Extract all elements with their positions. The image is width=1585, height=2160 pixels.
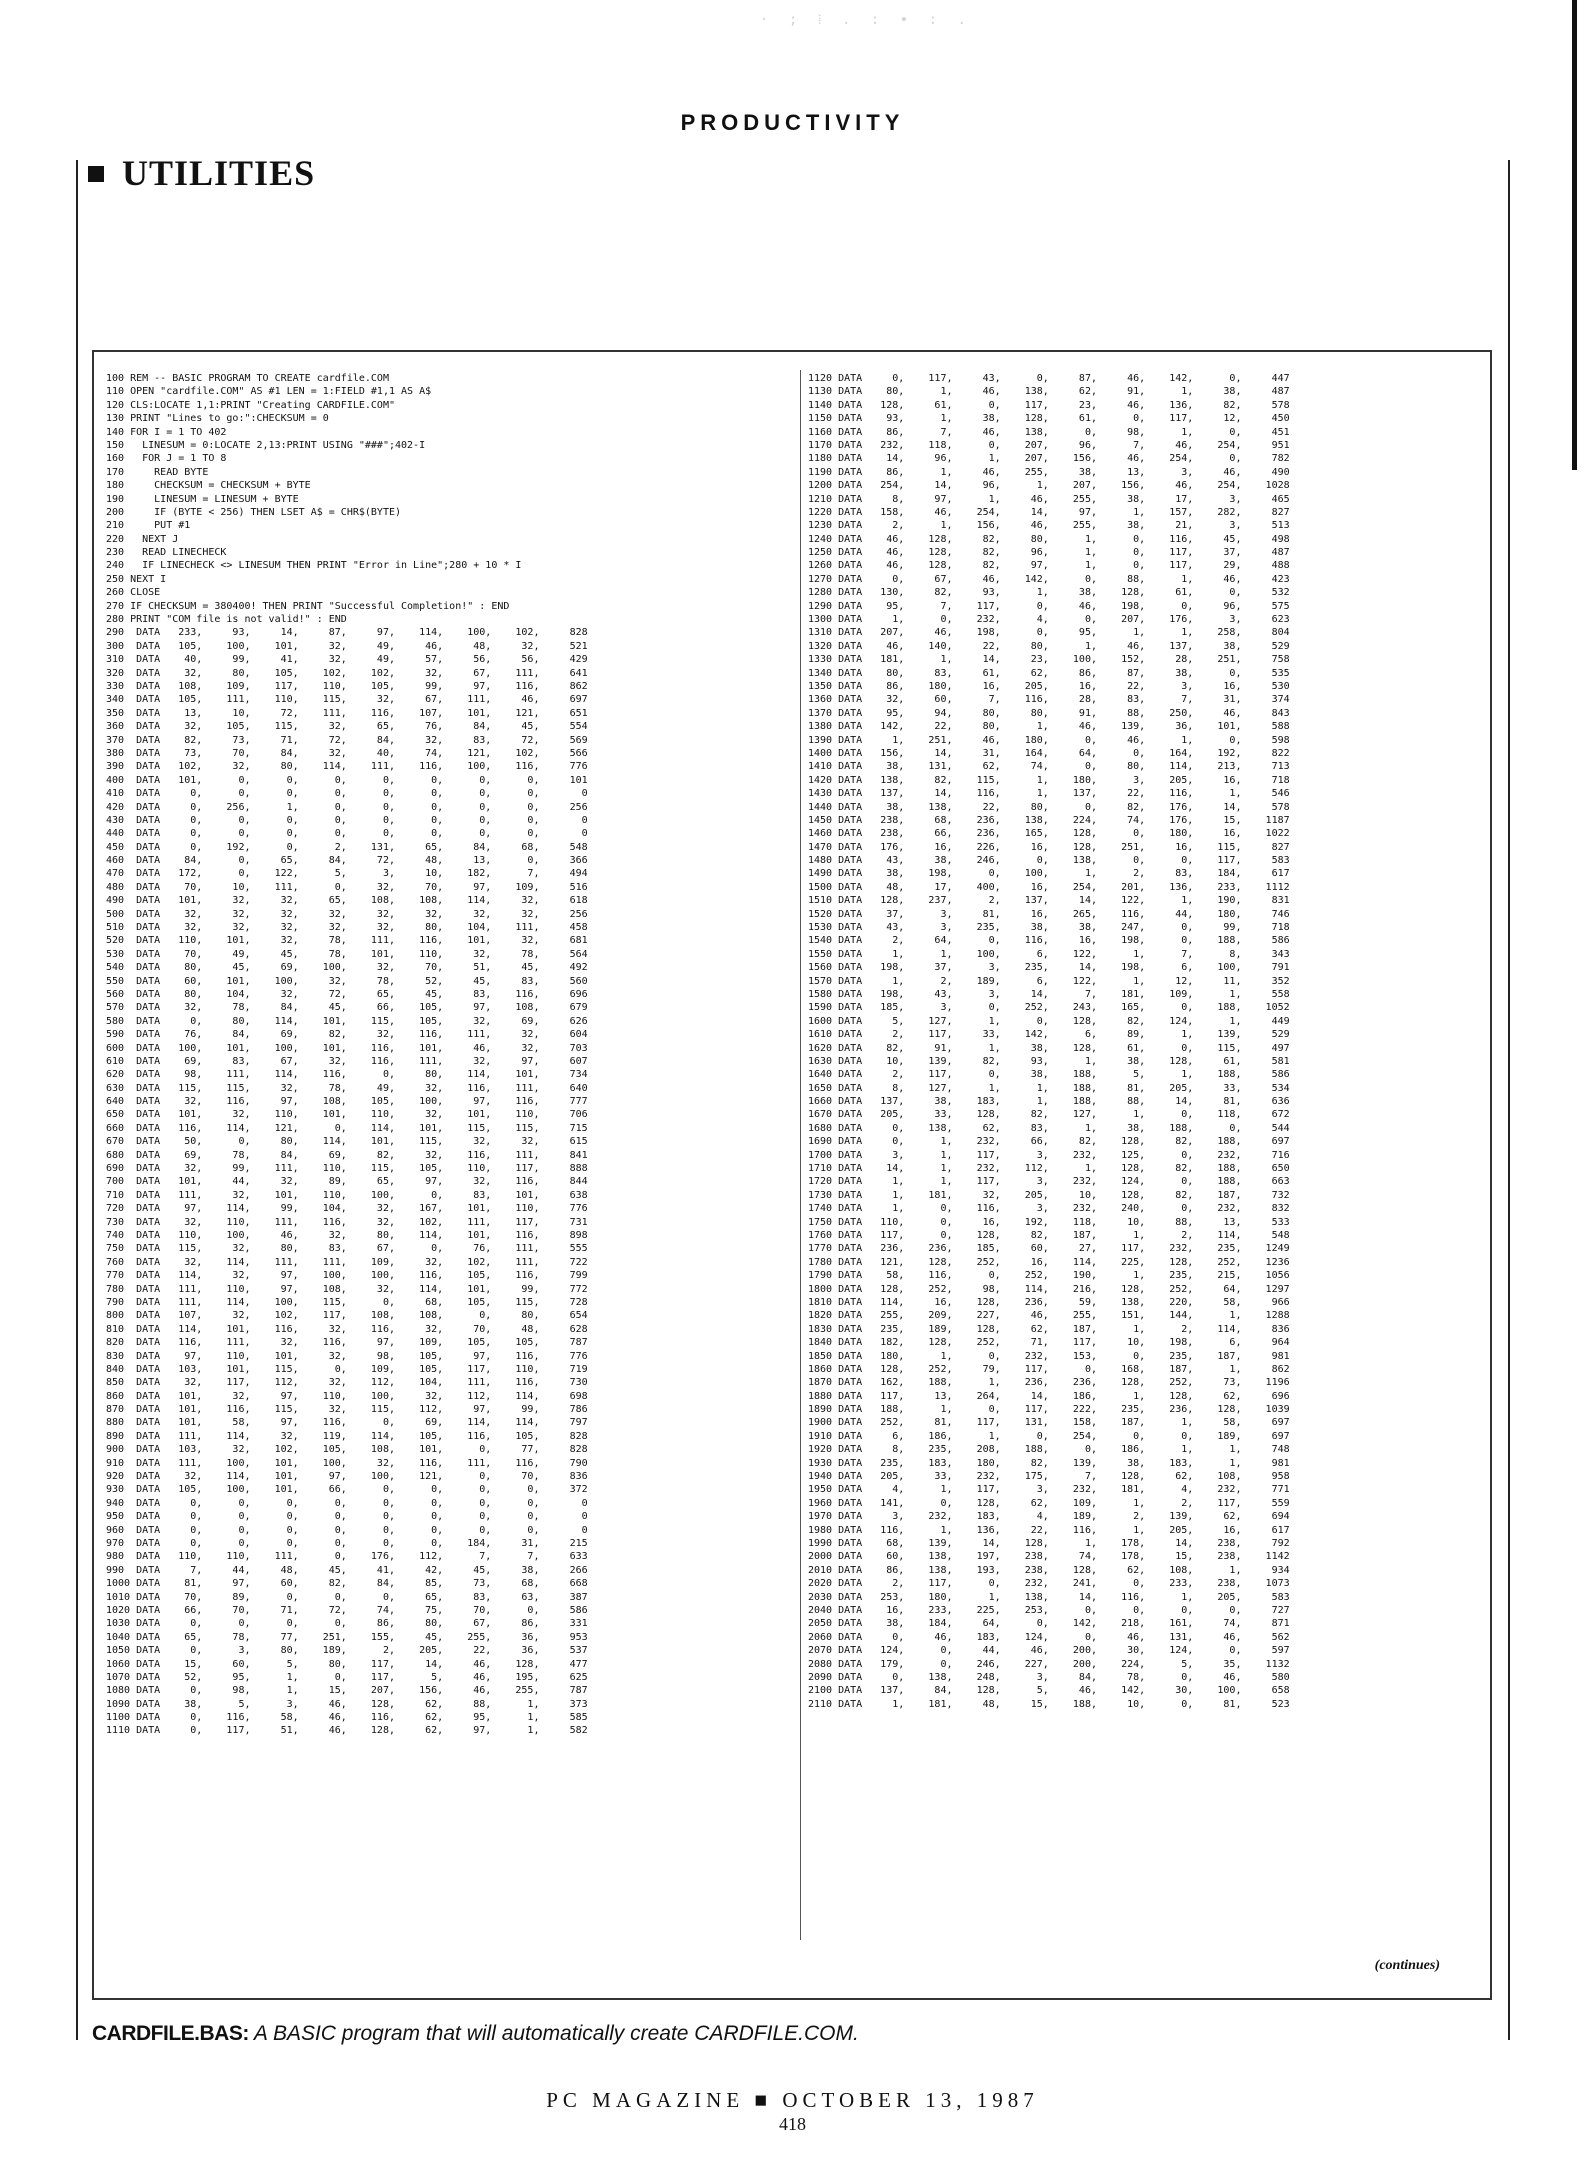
data-line: 710 DATA 111, 32, 101, 110, 100, 0, 83, 101, 638 (106, 1189, 588, 1201)
data-line: 340 DATA 105, 111, 110, 115, 32, 67, 111, 46, 697 (106, 694, 588, 706)
data-line: 420 DATA 0, 256, 1, 0, 0, 0, 0, 0, 256 (106, 801, 588, 813)
caption-text: A BASIC program that will automatically create CARDFILE.COM. (253, 2022, 859, 2045)
data-line: 600 DATA 100, 101, 100, 101, 116, 101, 46, 32, 703 (106, 1042, 588, 1054)
data-line: 1910 DATA 6, 186, 1, 0, 254, 0, 0, 189, 697 (808, 1430, 1290, 1442)
data-line: 1940 DATA 205, 33, 232, 175, 7, 128, 62, 108, 958 (808, 1471, 1290, 1483)
data-line: 620 DATA 98, 111, 114, 116, 0, 80, 114, 101, 734 (106, 1069, 588, 1081)
data-line: 1950 DATA 4, 1, 117, 3, 232, 181, 4, 232, 771 (808, 1484, 1290, 1496)
data-line: 1140 DATA 128, 61, 0, 117, 23, 46, 136, 82, 578 (808, 399, 1290, 411)
data-line: 2110 DATA 1, 181, 48, 15, 188, 10, 0, 81, 523 (808, 1698, 1290, 1710)
data-line: 1920 DATA 8, 235, 208, 188, 0, 186, 1, 1, 748 (808, 1444, 1290, 1456)
data-line: 1250 DATA 46, 128, 82, 96, 1, 0, 117, 37, 487 (808, 547, 1290, 559)
data-line: 1860 DATA 128, 252, 79, 117, 0, 168, 187, 1, 862 (808, 1363, 1290, 1375)
code-line: 240 IF LINECHECK <> LINESUM THEN PRINT "Error in Line";280 + 10 * I (106, 560, 522, 572)
data-line: 1550 DATA 1, 1, 100, 6, 122, 1, 7, 8, 343 (808, 948, 1290, 960)
column-divider (800, 370, 801, 1940)
data-line: 1190 DATA 86, 1, 46, 255, 38, 13, 3, 46, 490 (808, 466, 1290, 478)
data-line: 1490 DATA 38, 198, 0, 100, 1, 2, 83, 184, 617 (808, 868, 1290, 880)
data-line: 1040 DATA 65, 78, 77, 251, 155, 45, 255, 36, 953 (106, 1631, 588, 1643)
data-line: 680 DATA 69, 78, 84, 69, 82, 32, 116, 111, 841 (106, 1149, 588, 1161)
data-line: 780 DATA 111, 110, 97, 108, 32, 114, 101, 99, 772 (106, 1283, 588, 1295)
data-line: 1760 DATA 117, 0, 128, 82, 187, 1, 2, 114, 548 (808, 1230, 1290, 1241)
code-line: 230 READ LINECHECK (106, 547, 227, 559)
caption-label: CARDFILE.BAS: (92, 2022, 249, 2045)
data-line: 2040 DATA 16, 233, 225, 253, 0, 0, 0, 0, 727 (808, 1604, 1290, 1616)
data-line: 830 DATA 97, 110, 101, 32, 98, 105, 97, 116, 776 (106, 1350, 588, 1362)
data-line: 410 DATA 0, 0, 0, 0, 0, 0, 0, 0, 0 (106, 788, 588, 800)
section-title (88, 152, 315, 194)
code-line: 220 NEXT J (106, 533, 179, 545)
data-line: 370 DATA 82, 73, 71, 72, 84, 32, 83, 72, 569 (106, 734, 588, 746)
data-line: 660 DATA 116, 114, 121, 0, 114, 101, 115, 115, 715 (106, 1122, 588, 1134)
data-line: 1580 DATA 198, 43, 3, 14, 7, 181, 109, 1, 558 (808, 988, 1290, 1000)
data-line: 990 DATA 7, 44, 48, 45, 41, 42, 45, 38, 266 (106, 1564, 588, 1576)
code-line: 210 PUT #1 (106, 520, 191, 532)
data-line: 510 DATA 32, 32, 32, 32, 32, 80, 104, 111, 458 (106, 922, 588, 934)
data-line: 740 DATA 110, 100, 46, 32, 80, 114, 101, 116, 898 (106, 1230, 588, 1241)
data-line: 470 DATA 172, 0, 122, 5, 3, 10, 182, 7, 494 (106, 868, 588, 880)
data-line: 1260 DATA 46, 128, 82, 97, 1, 0, 117, 29, 488 (808, 560, 1290, 572)
code-line: 120 CLS:LOCATE 1,1:PRINT "Creating CARDFILE.COM" (106, 399, 395, 411)
code-line: 110 OPEN "cardfile.COM" AS #1 LEN = 1:FIELD #1,1 AS A$ (106, 386, 432, 398)
data-line: 2030 DATA 253, 180, 1, 138, 14, 116, 1, 205, 583 (808, 1591, 1290, 1603)
data-line: 1450 DATA 238, 68, 236, 138, 224, 74, 176, 15, 1187 (808, 814, 1290, 826)
data-line: 1650 DATA 8, 127, 1, 1, 188, 81, 205, 33, 534 (808, 1082, 1290, 1094)
data-line: 1230 DATA 2, 1, 156, 46, 255, 38, 21, 3, 513 (808, 520, 1290, 532)
data-line: 1730 DATA 1, 181, 32, 205, 10, 128, 82, 187, 732 (808, 1189, 1290, 1201)
data-line: 880 DATA 101, 58, 97, 116, 0, 69, 114, 114, 797 (106, 1417, 588, 1429)
code-line: 260 CLOSE (106, 587, 161, 599)
data-line: 1810 DATA 114, 16, 128, 236, 59, 138, 220, 58, 966 (808, 1296, 1290, 1308)
data-line: 460 DATA 84, 0, 65, 84, 72, 48, 13, 0, 366 (106, 855, 588, 867)
code-line: 250 NEXT I (106, 573, 167, 585)
data-line: 1130 DATA 80, 1, 46, 138, 62, 91, 1, 38, 487 (808, 386, 1290, 398)
data-line: 530 DATA 70, 49, 45, 78, 101, 110, 32, 78, 564 (106, 948, 588, 960)
data-line: 1900 DATA 252, 81, 117, 131, 158, 187, 1, 58, 697 (808, 1417, 1290, 1429)
data-line: 1170 DATA 232, 118, 0, 207, 96, 7, 46, 254, 951 (808, 439, 1290, 451)
data-line: 1980 DATA 116, 1, 136, 22, 116, 1, 205, 16, 617 (808, 1524, 1290, 1536)
data-line: 730 DATA 32, 110, 111, 116, 32, 102, 111, 117, 731 (106, 1216, 588, 1228)
data-line: 960 DATA 0, 0, 0, 0, 0, 0, 0, 0, 0 (106, 1524, 588, 1536)
data-line: 440 DATA 0, 0, 0, 0, 0, 0, 0, 0, 0 (106, 828, 588, 840)
data-line: 930 DATA 105, 100, 101, 66, 0, 0, 0, 0, 372 (106, 1484, 588, 1496)
data-line: 1150 DATA 93, 1, 38, 128, 61, 0, 117, 12, 450 (808, 413, 1290, 425)
left-rule (76, 160, 78, 2040)
data-line: 1210 DATA 8, 97, 1, 46, 255, 38, 17, 3, 465 (808, 493, 1290, 505)
data-line: 1180 DATA 14, 96, 1, 207, 156, 46, 254, 0, 782 (808, 453, 1290, 465)
data-line: 2060 DATA 0, 46, 183, 124, 0, 46, 131, 46, 562 (808, 1631, 1290, 1643)
code-line: 270 IF CHECKSUM = 380400! THEN PRINT "Successful Completion!" : END (106, 600, 510, 612)
data-line: 380 DATA 73, 70, 84, 32, 40, 74, 121, 102, 566 (106, 747, 588, 759)
data-line: 1620 DATA 82, 91, 1, 38, 128, 61, 0, 115, 497 (808, 1042, 1290, 1054)
data-line: 290 DATA 233, 93, 14, 87, 97, 114, 100, 102, 828 (106, 627, 588, 639)
data-line: 2080 DATA 179, 0, 246, 227, 200, 224, 5, 35, 1132 (808, 1658, 1290, 1670)
data-line: 450 DATA 0, 192, 0, 2, 131, 65, 84, 68, 548 (106, 841, 588, 853)
data-line: 910 DATA 111, 100, 101, 100, 32, 116, 111, 116, 790 (106, 1457, 588, 1469)
data-line: 840 DATA 103, 101, 115, 0, 109, 105, 117, 110, 719 (106, 1363, 588, 1375)
data-line: 890 DATA 111, 114, 32, 119, 114, 105, 116, 105, 828 (106, 1430, 588, 1442)
scan-noise: · ; ⁞ . : ∙ : . (760, 12, 972, 28)
data-line: 1530 DATA 43, 3, 235, 38, 38, 247, 0, 99, 718 (808, 922, 1290, 934)
data-line: 1120 DATA 0, 117, 43, 0, 87, 46, 142, 0, 447 (808, 373, 1290, 384)
data-line: 1850 DATA 180, 1, 0, 232, 153, 0, 235, 187, 981 (808, 1350, 1290, 1362)
data-line: 2100 DATA 137, 84, 128, 5, 46, 142, 30, 100, 658 (808, 1685, 1290, 1697)
data-line: 1380 DATA 142, 22, 80, 1, 46, 139, 36, 101, 588 (808, 721, 1290, 733)
data-line: 1890 DATA 188, 1, 0, 117, 222, 235, 236, 128, 1039 (808, 1404, 1290, 1416)
data-line: 1390 DATA 1, 251, 46, 180, 0, 46, 1, 0, 598 (808, 734, 1290, 746)
data-line: 670 DATA 50, 0, 80, 114, 101, 115, 32, 32, 615 (106, 1136, 588, 1148)
data-line: 580 DATA 0, 80, 114, 101, 115, 105, 32, 69, 626 (106, 1015, 588, 1027)
data-line: 560 DATA 80, 104, 32, 72, 65, 45, 83, 116, 696 (106, 988, 588, 1000)
data-line: 1110 DATA 0, 117, 51, 46, 128, 62, 97, 1, 582 (106, 1725, 588, 1737)
data-line: 1690 DATA 0, 1, 232, 66, 82, 128, 82, 188, 697 (808, 1136, 1290, 1148)
data-line: 1330 DATA 181, 1, 14, 23, 100, 152, 28, 251, 758 (808, 654, 1290, 666)
data-line: 1520 DATA 37, 3, 81, 16, 265, 116, 44, 180, 746 (808, 908, 1290, 920)
section-title-text: UTILITIES (122, 153, 316, 193)
data-line: 610 DATA 69, 83, 67, 32, 116, 111, 32, 97, 607 (106, 1055, 588, 1067)
data-line: 2010 DATA 86, 138, 193, 238, 128, 62, 108, 1, 934 (808, 1564, 1290, 1576)
data-line: 1710 DATA 14, 1, 232, 112, 1, 128, 82, 188, 650 (808, 1163, 1290, 1175)
code-line: 280 PRINT "COM file is not valid!" : END (106, 614, 347, 626)
data-line: 2050 DATA 38, 184, 64, 0, 142, 218, 161, 74, 871 (808, 1618, 1290, 1630)
data-line: 1780 DATA 121, 128, 252, 16, 114, 225, 128, 252, 1236 (808, 1256, 1290, 1268)
data-line: 1050 DATA 0, 3, 80, 189, 2, 205, 22, 36, 537 (106, 1645, 588, 1657)
data-line: 2070 DATA 124, 0, 44, 46, 200, 30, 124, 0, 597 (808, 1645, 1290, 1657)
data-line: 1410 DATA 38, 131, 62, 74, 0, 80, 114, 213, 713 (808, 761, 1290, 773)
data-line: 1220 DATA 158, 46, 254, 14, 97, 1, 157, 282, 827 (808, 506, 1290, 518)
program-listing (92, 350, 1492, 2000)
data-line: 650 DATA 101, 32, 110, 101, 110, 32, 101, 110, 706 (106, 1109, 588, 1121)
data-line: 1990 DATA 68, 139, 14, 128, 1, 178, 14, 238, 792 (808, 1537, 1290, 1549)
data-line: 1030 DATA 0, 0, 0, 0, 86, 80, 67, 86, 331 (106, 1618, 588, 1630)
data-line: 900 DATA 103, 32, 102, 105, 108, 101, 0, 77, 828 (106, 1444, 588, 1456)
data-line: 760 DATA 32, 114, 111, 111, 109, 32, 102, 111, 722 (106, 1256, 588, 1268)
data-line: 590 DATA 76, 84, 69, 82, 32, 116, 111, 32, 604 (106, 1029, 588, 1041)
data-line: 360 DATA 32, 105, 115, 32, 65, 76, 84, 45, 554 (106, 721, 588, 733)
data-line: 1090 DATA 38, 5, 3, 46, 128, 62, 88, 1, 373 (106, 1698, 588, 1710)
data-line: 640 DATA 32, 116, 97, 108, 105, 100, 97, 116, 777 (106, 1096, 588, 1108)
code-line: 130 PRINT "Lines to go:":CHECKSUM = 0 (106, 413, 329, 425)
data-line: 1720 DATA 1, 1, 117, 3, 232, 124, 0, 188, 663 (808, 1176, 1290, 1188)
data-line: 430 DATA 0, 0, 0, 0, 0, 0, 0, 0, 0 (106, 814, 588, 826)
data-line: 350 DATA 13, 10, 72, 111, 116, 107, 101, 121, 651 (106, 707, 588, 719)
data-line: 1300 DATA 1, 0, 232, 4, 0, 207, 176, 3, 623 (808, 614, 1290, 626)
data-line: 1680 DATA 0, 138, 62, 83, 1, 38, 188, 0, 544 (808, 1122, 1290, 1134)
data-line: 690 DATA 32, 99, 111, 110, 115, 105, 110, 117, 888 (106, 1163, 588, 1175)
data-line: 570 DATA 32, 78, 84, 45, 66, 105, 97, 108, 679 (106, 1002, 588, 1014)
data-line: 550 DATA 60, 101, 100, 32, 78, 52, 45, 83, 560 (106, 975, 588, 987)
data-line: 700 DATA 101, 44, 32, 89, 65, 97, 32, 116, 844 (106, 1176, 588, 1188)
data-line: 1460 DATA 238, 66, 236, 165, 128, 0, 180, 16, 1022 (808, 828, 1290, 840)
data-line: 1880 DATA 117, 13, 264, 14, 186, 1, 128, 62, 696 (808, 1390, 1290, 1402)
data-line: 310 DATA 40, 99, 41, 32, 49, 57, 56, 56, 429 (106, 654, 588, 666)
data-line: 1790 DATA 58, 116, 0, 252, 190, 1, 235, 215, 1056 (808, 1270, 1290, 1282)
data-line: 810 DATA 114, 101, 116, 32, 116, 32, 70, 48, 628 (106, 1323, 588, 1335)
data-line: 1840 DATA 182, 128, 252, 71, 117, 10, 198, 6, 964 (808, 1337, 1290, 1349)
data-line: 500 DATA 32, 32, 32, 32, 32, 32, 32, 32, 256 (106, 908, 588, 920)
data-line: 1800 DATA 128, 252, 98, 114, 216, 128, 252, 64, 1297 (808, 1283, 1290, 1295)
data-line: 490 DATA 101, 32, 32, 65, 108, 108, 114, 32, 618 (106, 895, 588, 907)
data-line: 480 DATA 70, 10, 111, 0, 32, 70, 97, 109, 516 (106, 881, 588, 893)
data-line: 980 DATA 110, 110, 111, 0, 176, 112, 7, 7, 633 (106, 1551, 588, 1563)
data-line: 1360 DATA 32, 60, 7, 116, 28, 83, 7, 31, 374 (808, 694, 1290, 706)
data-line: 1010 DATA 70, 89, 0, 0, 0, 65, 83, 63, 387 (106, 1591, 588, 1603)
data-line: 1570 DATA 1, 2, 189, 6, 122, 1, 12, 11, 352 (808, 975, 1290, 987)
continues-label: (continues) (1374, 1958, 1440, 1973)
data-line: 2020 DATA 2, 117, 0, 232, 241, 0, 233, 238, 1073 (808, 1578, 1290, 1590)
page-footer: PC MAGAZINE ■ OCTOBER 13, 1987 (546, 2088, 1039, 2112)
data-line: 1970 DATA 3, 232, 183, 4, 189, 2, 139, 62, 694 (808, 1511, 1290, 1523)
data-line: 850 DATA 32, 117, 112, 32, 112, 104, 111, 116, 730 (106, 1377, 588, 1389)
data-line: 1640 DATA 2, 117, 0, 38, 188, 5, 1, 188, 586 (808, 1069, 1290, 1081)
page-header: PRODUCTIVITY (680, 110, 905, 135)
data-line: 1320 DATA 46, 140, 22, 80, 1, 46, 137, 38, 529 (808, 640, 1290, 652)
data-line: 1700 DATA 3, 1, 117, 3, 232, 125, 0, 232, 716 (808, 1149, 1290, 1161)
code-line: 150 LINESUM = 0:LOCATE 2,13:PRINT USING "###";402-I (106, 439, 426, 451)
data-line: 750 DATA 115, 32, 80, 83, 67, 0, 76, 111, 555 (106, 1243, 588, 1255)
data-line: 800 DATA 107, 32, 102, 117, 108, 108, 0, 80, 654 (106, 1310, 588, 1322)
data-line: 1480 DATA 43, 38, 246, 0, 138, 0, 0, 117, 583 (808, 855, 1290, 867)
data-line: 1930 DATA 235, 183, 180, 82, 139, 38, 183, 1, 981 (808, 1457, 1290, 1469)
data-line: 1100 DATA 0, 116, 58, 46, 116, 62, 95, 1, 585 (106, 1712, 588, 1724)
data-line: 1830 DATA 235, 189, 128, 62, 187, 1, 2, 114, 836 (808, 1323, 1290, 1335)
data-line: 1590 DATA 185, 3, 0, 252, 243, 165, 0, 188, 1052 (808, 1002, 1290, 1014)
data-line: 1610 DATA 2, 117, 33, 142, 6, 89, 1, 139, 529 (808, 1029, 1290, 1041)
data-line: 870 DATA 101, 116, 115, 32, 115, 112, 97, 99, 786 (106, 1404, 588, 1416)
data-line: 1420 DATA 138, 82, 115, 1, 180, 3, 205, 16, 718 (808, 774, 1290, 786)
code-line: 160 FOR J = 1 TO 8 (106, 453, 227, 465)
data-line: 1240 DATA 46, 128, 82, 80, 1, 0, 116, 45, 498 (808, 533, 1290, 545)
data-line: 1630 DATA 10, 139, 82, 93, 1, 38, 128, 61, 581 (808, 1055, 1290, 1067)
data-line: 1430 DATA 137, 14, 116, 1, 137, 22, 116, 1, 546 (808, 788, 1290, 800)
data-line: 1740 DATA 1, 0, 116, 3, 232, 240, 0, 232, 832 (808, 1203, 1290, 1215)
data-line: 1820 DATA 255, 209, 227, 46, 255, 151, 144, 1, 1288 (808, 1310, 1290, 1322)
data-line: 2000 DATA 60, 138, 197, 238, 74, 178, 15, 238, 1142 (808, 1551, 1290, 1563)
code-line: 170 READ BYTE (106, 466, 209, 478)
data-line: 1200 DATA 254, 14, 96, 1, 207, 156, 46, 254, 1028 (808, 480, 1290, 492)
data-line: 1350 DATA 86, 180, 16, 205, 16, 22, 3, 16, 530 (808, 680, 1290, 692)
data-line: 790 DATA 111, 114, 100, 115, 0, 68, 105, 115, 728 (106, 1296, 588, 1308)
code-line: 140 FOR I = 1 TO 402 (106, 426, 227, 438)
data-line: 1960 DATA 141, 0, 128, 62, 109, 1, 2, 117, 559 (808, 1497, 1290, 1509)
right-rule (1508, 160, 1510, 2040)
data-line: 970 DATA 0, 0, 0, 0, 0, 0, 184, 31, 215 (106, 1537, 588, 1549)
code-line: 100 REM -- BASIC PROGRAM TO CREATE cardfile.COM (106, 373, 389, 384)
data-line: 320 DATA 32, 80, 105, 102, 102, 32, 67, 111, 641 (106, 667, 588, 679)
data-line: 1270 DATA 0, 67, 46, 142, 0, 88, 1, 46, 423 (808, 573, 1290, 585)
binder-edge (1572, 0, 1577, 470)
data-line: 1400 DATA 156, 14, 31, 164, 64, 0, 164, 192, 822 (808, 747, 1290, 759)
data-line: 520 DATA 110, 101, 32, 78, 111, 116, 101, 32, 681 (106, 935, 588, 947)
data-line: 1340 DATA 80, 83, 61, 62, 86, 87, 38, 0, 535 (808, 667, 1290, 679)
data-line: 300 DATA 105, 100, 101, 32, 49, 46, 48, 32, 521 (106, 640, 588, 652)
data-line: 1440 DATA 38, 138, 22, 80, 0, 82, 176, 14, 578 (808, 801, 1290, 813)
data-line: 2090 DATA 0, 138, 248, 3, 84, 78, 0, 46, 580 (808, 1671, 1290, 1683)
data-line: 1750 DATA 110, 0, 16, 192, 118, 10, 88, 13, 533 (808, 1216, 1290, 1228)
data-line: 540 DATA 80, 45, 69, 100, 32, 70, 51, 45, 492 (106, 962, 588, 974)
data-line: 1540 DATA 2, 64, 0, 116, 16, 198, 0, 188, 586 (808, 935, 1290, 947)
data-line: 1500 DATA 48, 17, 400, 16, 254, 201, 136, 233, 1112 (808, 881, 1290, 893)
data-line: 1560 DATA 198, 37, 3, 235, 14, 198, 6, 100, 791 (808, 962, 1290, 974)
data-line: 1080 DATA 0, 98, 1, 15, 207, 156, 46, 255, 787 (106, 1685, 588, 1697)
data-line: 390 DATA 102, 32, 80, 114, 111, 116, 100, 116, 776 (106, 761, 588, 773)
data-line: 1870 DATA 162, 188, 1, 236, 236, 128, 252, 73, 1196 (808, 1377, 1290, 1389)
data-line: 1660 DATA 137, 38, 183, 1, 188, 88, 14, 81, 636 (808, 1096, 1290, 1108)
data-line: 1160 DATA 86, 7, 46, 138, 0, 98, 1, 0, 451 (808, 426, 1290, 438)
data-line: 770 DATA 114, 32, 97, 100, 100, 116, 105, 116, 799 (106, 1270, 588, 1282)
page-number: 418 (779, 2114, 806, 2134)
data-line: 1280 DATA 130, 82, 93, 1, 38, 128, 61, 0, 532 (808, 587, 1290, 599)
code-line: 200 IF (BYTE < 256) THEN LSET A$ = CHR$(BYTE) (106, 506, 402, 518)
code-line: 180 CHECKSUM = CHECKSUM + BYTE (106, 480, 311, 492)
data-line: 400 DATA 101, 0, 0, 0, 0, 0, 0, 0, 101 (106, 774, 588, 786)
data-line: 1770 DATA 236, 236, 185, 60, 27, 117, 232, 235, 1249 (808, 1243, 1290, 1255)
data-line: 1510 DATA 128, 237, 2, 137, 14, 122, 1, 190, 831 (808, 895, 1290, 907)
data-line: 1070 DATA 52, 95, 1, 0, 117, 5, 46, 195, 625 (106, 1671, 588, 1683)
data-line: 1020 DATA 66, 70, 71, 72, 74, 75, 70, 0, 586 (106, 1604, 588, 1616)
data-line: 1670 DATA 205, 33, 128, 82, 127, 1, 0, 118, 672 (808, 1109, 1290, 1121)
figure-caption (92, 2022, 859, 2046)
data-line: 330 DATA 108, 109, 117, 110, 105, 99, 97, 116, 862 (106, 680, 588, 692)
data-line: 950 DATA 0, 0, 0, 0, 0, 0, 0, 0, 0 (106, 1511, 588, 1523)
data-line: 860 DATA 101, 32, 97, 110, 100, 32, 112, 114, 698 (106, 1390, 588, 1402)
data-line: 1600 DATA 5, 127, 1, 0, 128, 82, 124, 1, 449 (808, 1015, 1290, 1027)
listing-left-column (106, 372, 796, 1738)
data-line: 720 DATA 97, 114, 99, 104, 32, 167, 101, 110, 776 (106, 1203, 588, 1215)
data-line: 820 DATA 116, 111, 32, 116, 97, 109, 105, 105, 787 (106, 1337, 588, 1349)
data-line: 1060 DATA 15, 60, 5, 80, 117, 14, 46, 128, 477 (106, 1658, 588, 1670)
data-line: 1290 DATA 95, 7, 117, 0, 46, 198, 0, 96, 575 (808, 600, 1290, 612)
data-line: 1310 DATA 207, 46, 198, 0, 95, 1, 1, 258, 804 (808, 627, 1290, 639)
data-line: 940 DATA 0, 0, 0, 0, 0, 0, 0, 0, 0 (106, 1497, 588, 1509)
bullet-square-icon (88, 166, 104, 182)
listing-right-column (808, 372, 1484, 1711)
data-line: 1370 DATA 95, 94, 80, 80, 91, 88, 250, 46, 843 (808, 707, 1290, 719)
code-line: 190 LINESUM = LINESUM + BYTE (106, 493, 299, 505)
data-line: 1000 DATA 81, 97, 60, 82, 84, 85, 73, 68, 668 (106, 1578, 588, 1590)
data-line: 630 DATA 115, 115, 32, 78, 49, 32, 116, 111, 640 (106, 1082, 588, 1094)
data-line: 920 DATA 32, 114, 101, 97, 100, 121, 0, 70, 836 (106, 1471, 588, 1483)
data-line: 1470 DATA 176, 16, 226, 16, 128, 251, 16, 115, 827 (808, 841, 1290, 853)
